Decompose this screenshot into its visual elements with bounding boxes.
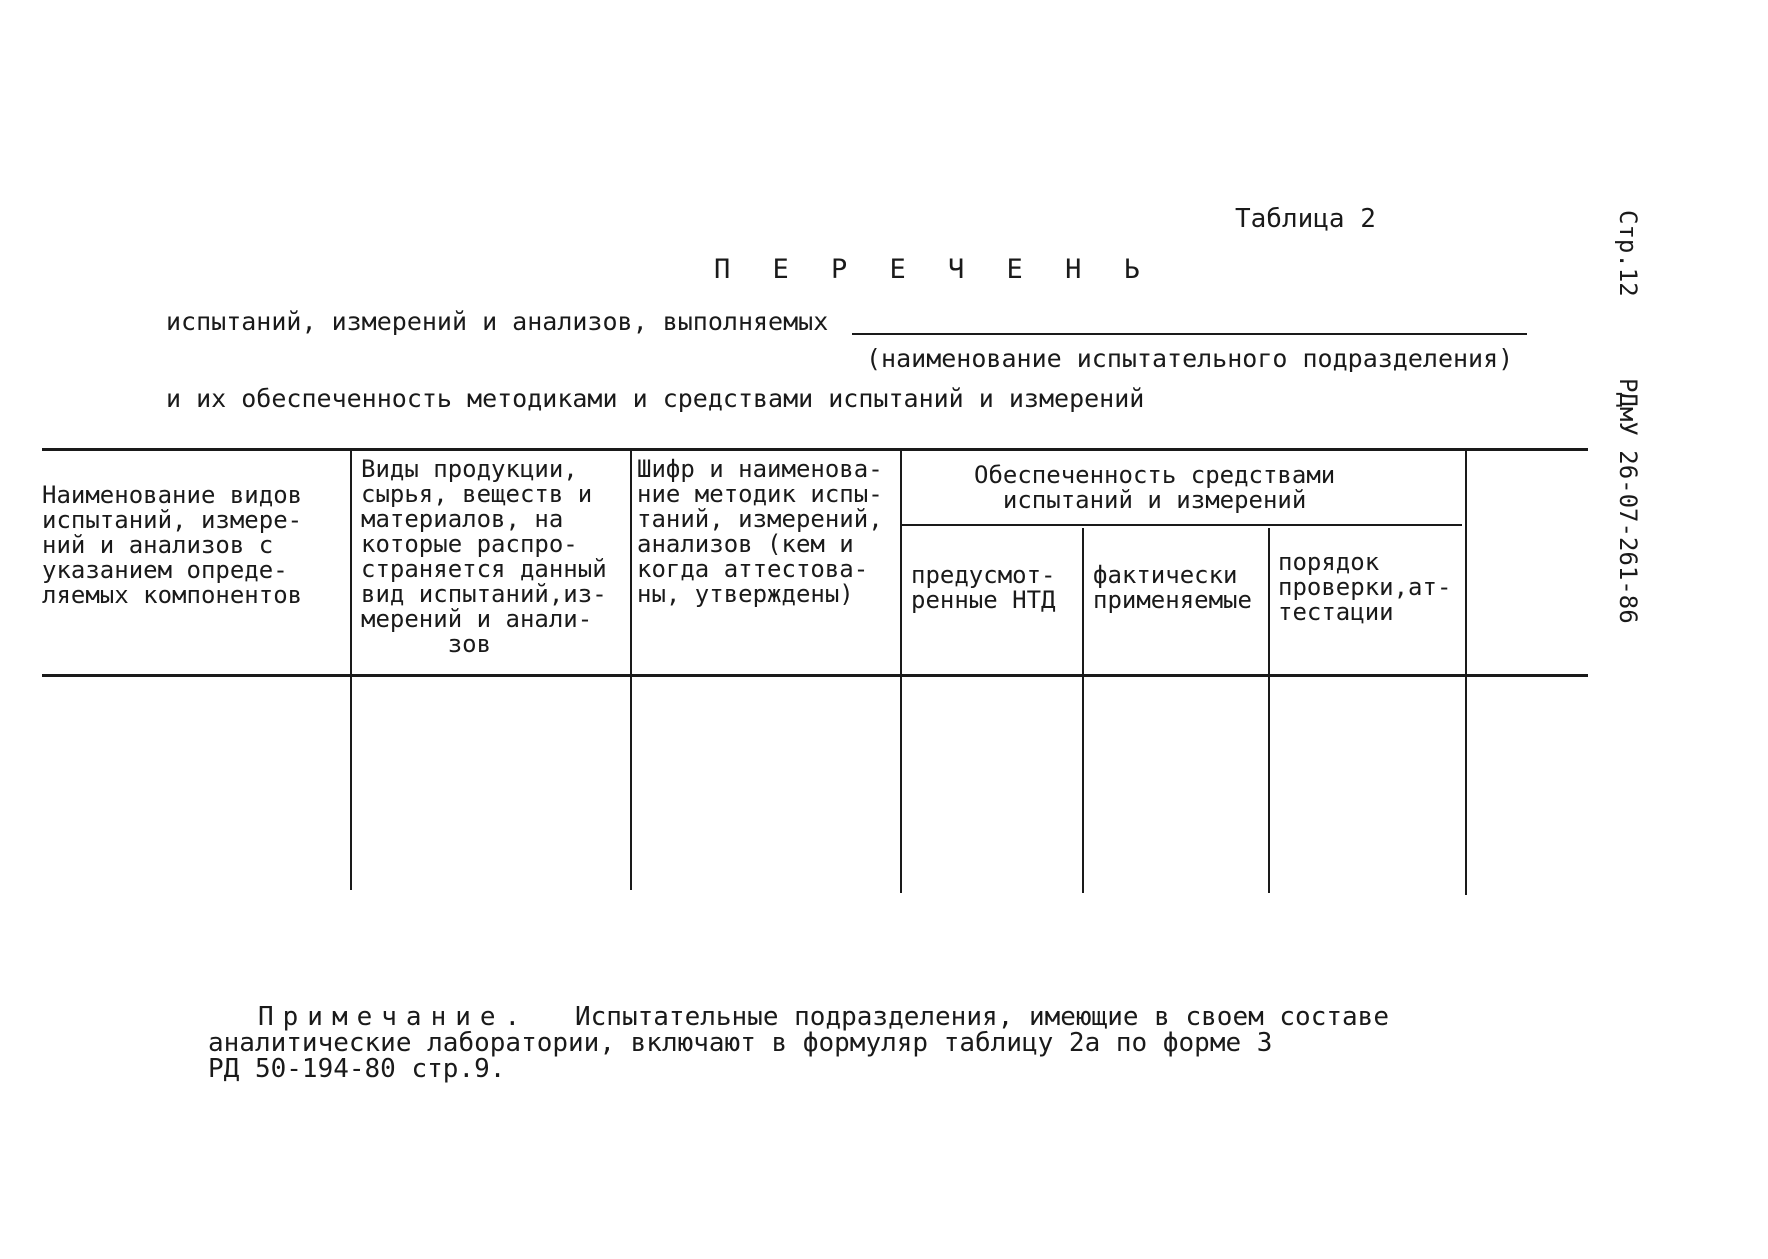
note-line-3: РД 50-194-80 стр.9. — [208, 1054, 506, 1084]
subheader-prescribed: предусмот- ренные НТД — [911, 561, 1056, 614]
column-divider-5 — [1268, 528, 1270, 893]
table-label: Таблица 2 — [1235, 204, 1376, 234]
column-divider-6 — [1465, 448, 1467, 895]
subheader-actual: фактически применяемые — [1093, 561, 1252, 614]
document-title: П Е Р Е Ч Е Н Ь — [714, 254, 1153, 285]
subheader-verification: порядок проверки,ат- тестации — [1278, 548, 1452, 626]
column-divider-3 — [900, 448, 902, 893]
column-header-product-types: Виды продукции, сырья, веществ и материалов, на которые распро- страняется данный вид испытаний,из- мерений и анали- зов — [361, 455, 607, 658]
note-label: Примечание. — [258, 1002, 530, 1032]
subtitle-line-2: и их обеспеченность методиками и средствами испытаний и измерений — [166, 384, 1145, 413]
group-header-equipment: Обеспеченность средствами испытаний и измерений — [974, 461, 1336, 514]
column-divider-4 — [1082, 528, 1084, 893]
subtitle-line-1: испытаний, измерений и анализов, выполняемых — [166, 307, 829, 336]
blank-caption: (наименование испытательного подразделения) — [866, 344, 1514, 373]
column-header-test-types: Наименование видов испытаний, измере- ний и анализов с указанием опреде- ляемых компонентов — [42, 481, 303, 609]
table-header-bottom-border — [42, 674, 1588, 677]
column-divider-1 — [350, 448, 352, 890]
fill-in-blank-line — [852, 333, 1527, 335]
note-line-1: Испытательные подразделения, имеющие в своем составе — [575, 1002, 1389, 1032]
group-header-divider — [901, 524, 1462, 526]
side-document-code: РДмУ 26-07-261-86 — [1614, 378, 1642, 624]
note-line-2: аналитические лаборатории, включают в формуляр таблицу 2а по форме 3 — [208, 1028, 1273, 1058]
column-divider-2 — [630, 448, 632, 890]
column-header-method-codes: Шифр и наименова- ние методик испы- таний, измерений, анализов (кем и когда аттестова- ны, утверждены) — [637, 455, 883, 608]
table-top-border — [42, 448, 1588, 451]
side-page-number: Стр.12 — [1614, 210, 1642, 297]
